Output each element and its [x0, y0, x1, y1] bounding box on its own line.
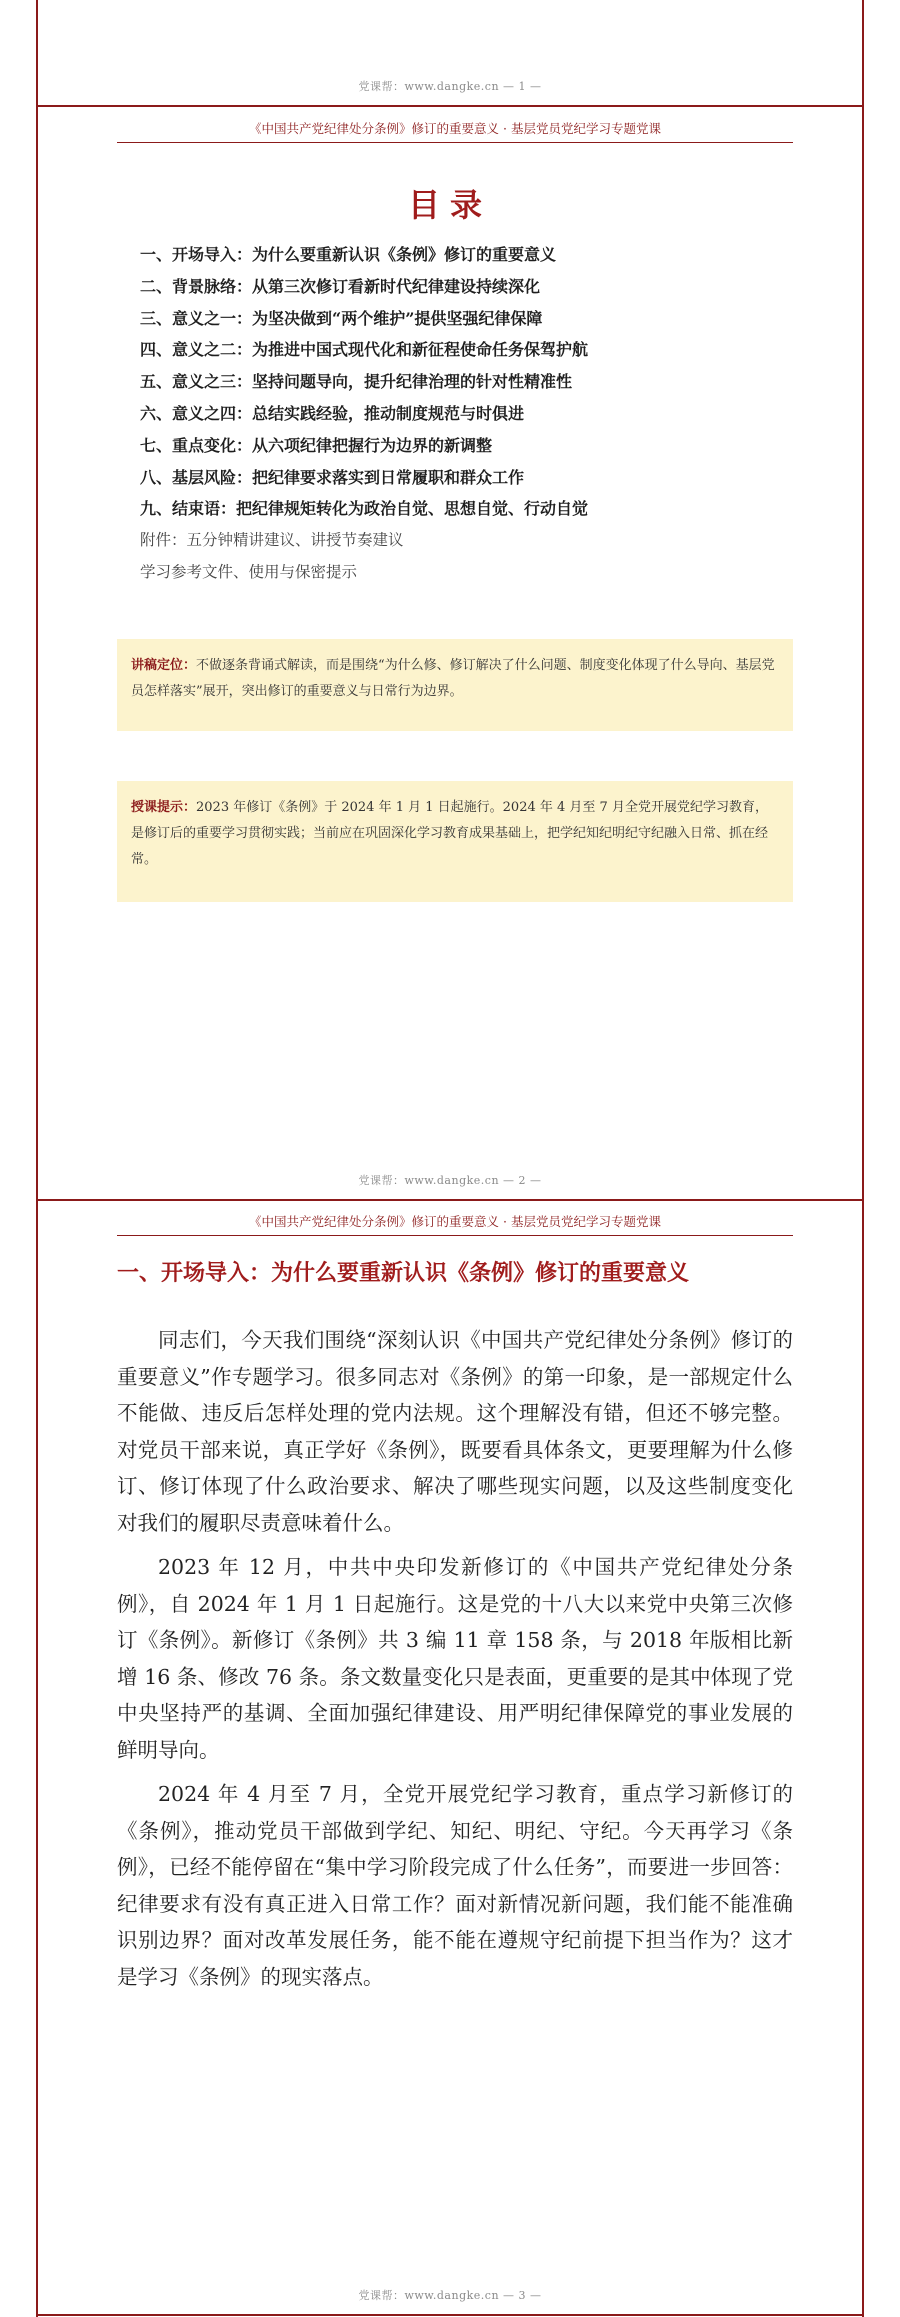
page-separator [36, 1199, 864, 1201]
toc-item[interactable]: 一、开场导入：为什么要重新认识《条例》修订的重要意义 [140, 245, 557, 264]
note-text: 2023 年修订《条例》于 2024 年 1 月 1 日起施行。2024 年 4 月至 7 月全党开展党纪学习教育，是修订后的重要学习贯彻实践；当前应在巩固深化学习教育成果基础上，把学纪知纪明纪守纪融入日常、抓在经常。 [131, 800, 769, 867]
page-separator [36, 105, 864, 107]
page-header: 《中国共产党纪律处分条例》修订的重要意义 · 基层党员党纪学习专题党课 [117, 1212, 793, 1236]
page-footer: 党课帮：www.dangke.cn — 1 — [358, 80, 542, 93]
lecture-positioning-note [117, 639, 793, 731]
page-separator [36, 2314, 864, 2316]
page-footer: 党课帮：www.dangke.cn — 2 — [358, 1174, 542, 1187]
toc-item[interactable]: 二、背景脉络：从第三次修订看新时代纪律建设持续深化 [140, 276, 541, 296]
note-text: 不做逐条背诵式解读，而是围绕“为什么修、修订解决了什么问题、制度变化体现了什么导向、基层党员怎样落实”展开，突出修订的重要意义与日常行为边界。 [131, 658, 775, 699]
teaching-tip-note [117, 781, 793, 902]
note-label: 授课提示： [131, 800, 197, 815]
toc-item[interactable]: 四、意义之二：为推进中国式现代化和新征程使命任务保驾护航 [140, 340, 589, 360]
body-paragraph: 2023 年 12 月，中共中央印发新修订的《中国共产党纪律处分条例》，自 2024 年 1 月 1 日起施行。这是党的十八大以来党中央第三次修订《条例》。新修订《条例》共 3 编 11 章 158 条，与 2018 年版相比新增 16 条、修改 76 条。条文数量变化只是表面，更重要的是其中体现了党中央坚持严的基调、全面加强纪律建设、用严明纪律保障党的事业发展的鲜明导向。 [117, 1555, 793, 1762]
body-paragraph: 同志们，今天我们围绕“深刻认识《中国共产党纪律处分条例》修订的重要意义”作专题学习。很多同志对《条例》的第一印象，是一部规定什么不能做、违反后怎样处理的党内法规。这个理解没有错，但还不够完整。对党员干部来说，真正学好《条例》，既要看具体条文，更要理解为什么修订、修订体现了什么政治要求、解决了哪些现实问题，以及这些制度变化对我们的履职尽责意味着什么。 [117, 1328, 793, 1535]
section-title: 一、开场导入：为什么要重新认识《条例》修订的重要意义 [117, 1261, 690, 1286]
section-body [117, 1322, 793, 2003]
toc-appendix[interactable]: 学习参考文件、使用与保密提示 [140, 562, 358, 581]
toc-appendix[interactable]: 附件：五分钟精讲建议、讲授节奏建议 [140, 531, 404, 550]
body-paragraph: 2024 年 4 月至 7 月，全党开展党纪学习教育，重点学习新修订的《条例》，推动党员干部做到学纪、知纪、明纪、守纪。今天再学习《条例》，已经不能停留在“集中学习阶段完成了什么任务”，而要进一步回答：纪律要求有没有真正进入日常工作？面对新情况新问题，我们能不能准确识别边界？面对改革发展任务，能不能在遵规守纪前提下担当作为？这才是学习《条例》的现实落点。 [117, 1782, 793, 1989]
toc-item[interactable]: 七、重点变化：从六项纪律把握行为边界的新调整 [140, 435, 493, 455]
toc-title: 目录 [407, 186, 492, 224]
toc-item[interactable]: 六、意义之四：总结实践经验，推动制度规范与时俱进 [140, 403, 525, 423]
toc-item[interactable]: 三、意义之一：为坚决做到“两个维护”提供坚强纪律保障 [140, 308, 543, 328]
note-label: 讲稿定位： [131, 658, 197, 673]
page-footer: 党课帮：www.dangke.cn — 3 — [358, 2289, 542, 2302]
page-header: 《中国共产党纪律处分条例》修订的重要意义 · 基层党员党纪学习专题党课 [117, 119, 793, 143]
toc-item[interactable]: 八、基层风险：把纪律要求落实到日常履职和群众工作 [140, 467, 525, 487]
toc-item[interactable]: 九、结束语：把纪律规矩转化为政治自觉、思想自觉、行动自觉 [140, 499, 589, 519]
toc-item[interactable]: 五、意义之三：坚持问题导向，提升纪律治理的针对性精准性 [140, 372, 573, 392]
table-of-contents [140, 239, 588, 589]
